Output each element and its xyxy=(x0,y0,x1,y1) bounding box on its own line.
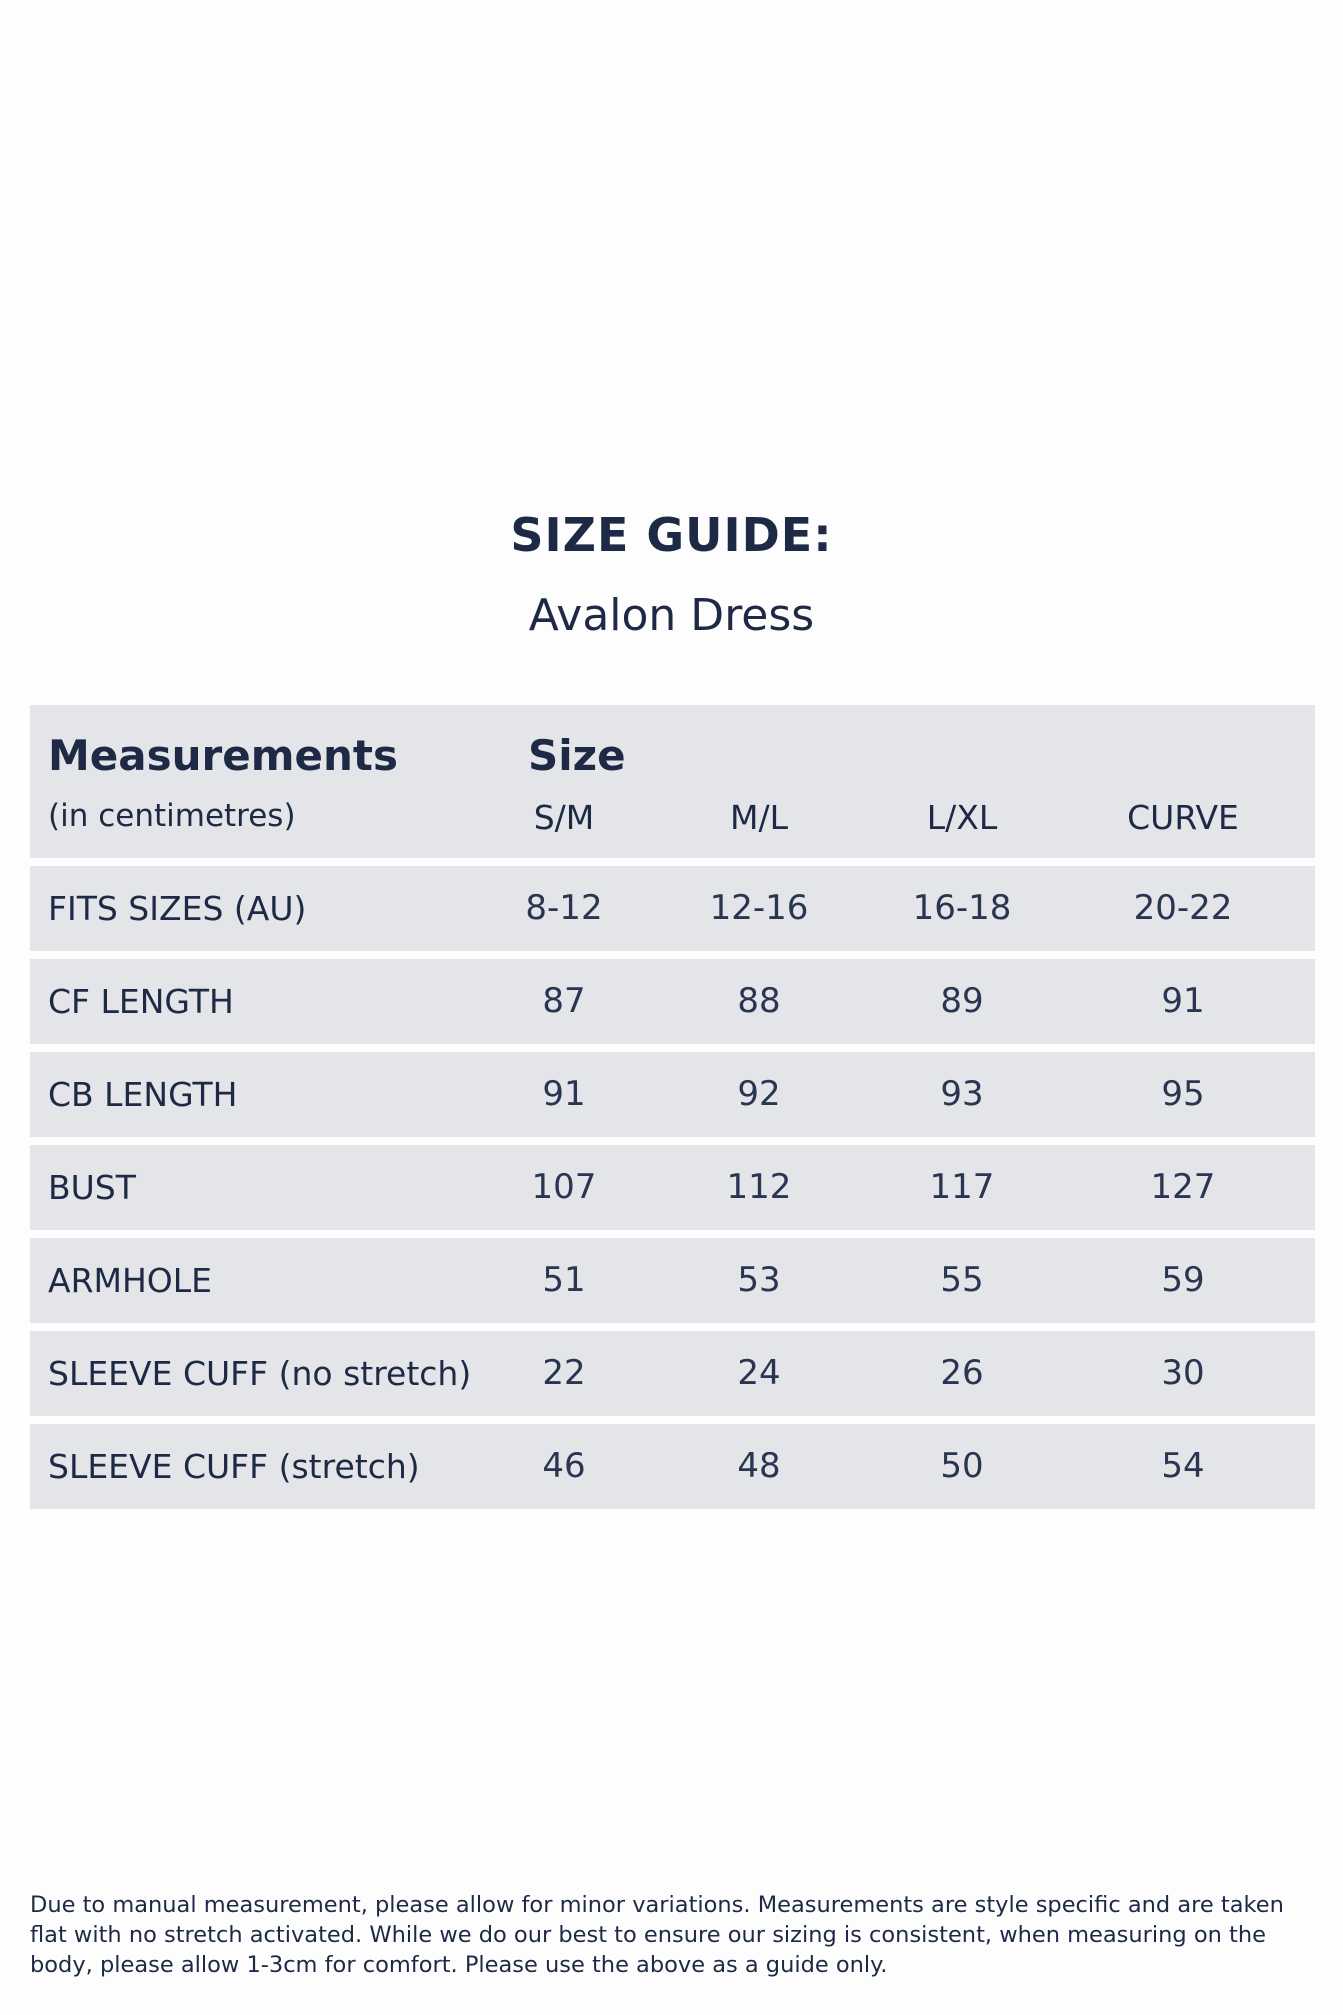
table-cell: 12-16 xyxy=(709,888,809,928)
table-row-fits-sizes xyxy=(30,866,1315,951)
table-row-sleeve-cuff-no-stretch xyxy=(30,1331,1315,1416)
table-row-cb-length xyxy=(30,1052,1315,1137)
row-label: SLEEVE CUFF (stretch) xyxy=(48,1447,420,1486)
table-cell: 91 xyxy=(1161,981,1205,1021)
table-cell: 91 xyxy=(542,1074,586,1114)
row-label: FITS SIZES (AU) xyxy=(48,889,307,928)
table-cell: 51 xyxy=(542,1260,586,1300)
table-cell: 93 xyxy=(940,1074,984,1114)
table-cell: 112 xyxy=(726,1167,792,1207)
row-label: ARMHOLE xyxy=(48,1261,213,1300)
row-label: CF LENGTH xyxy=(48,982,234,1021)
table-row-armhole xyxy=(30,1238,1315,1323)
table-cell: 8-12 xyxy=(525,888,603,928)
table-cell: 88 xyxy=(737,981,781,1021)
table-cell: 22 xyxy=(542,1353,586,1393)
disclaimer-text: Due to manual measurement, please allow for minor variations. Measurements are style specific and are taken flat with no stretch activated. While we do our best to ensure our sizing is consistent, when measuring on the body, please allow 1-3cm for comfort. Please use the above as a guide only. xyxy=(30,1892,1284,1978)
table-cell: 48 xyxy=(737,1446,781,1486)
table-cell: 127 xyxy=(1150,1167,1216,1207)
measurements-header: Measurements xyxy=(48,731,398,780)
table-header xyxy=(30,705,1315,858)
table-cell: 55 xyxy=(940,1260,984,1300)
table-cell: 87 xyxy=(542,981,586,1021)
row-label: BUST xyxy=(48,1168,136,1207)
row-label: SLEEVE CUFF (no stretch) xyxy=(48,1354,472,1393)
table-cell: 30 xyxy=(1161,1353,1205,1393)
row-label: CB LENGTH xyxy=(48,1075,238,1114)
table-cell: 89 xyxy=(940,981,984,1021)
measurements-unit: (in centimetres) xyxy=(48,798,296,834)
table-cell: 24 xyxy=(737,1353,781,1393)
table-cell: 117 xyxy=(929,1167,995,1207)
table-cell: 107 xyxy=(531,1167,597,1207)
table-row-bust xyxy=(30,1145,1315,1230)
table-cell: 46 xyxy=(542,1446,586,1486)
table-cell: 54 xyxy=(1161,1446,1205,1486)
table-row-sleeve-cuff-stretch xyxy=(30,1424,1315,1509)
column-header-lxl: L/XL xyxy=(926,798,998,837)
product-name: Avalon Dress xyxy=(528,590,815,641)
table-cell: 92 xyxy=(737,1074,781,1114)
table-cell: 16-18 xyxy=(912,888,1012,928)
table-cell: 53 xyxy=(737,1260,781,1300)
table-cell: 95 xyxy=(1161,1074,1205,1114)
table-cell: 20-22 xyxy=(1133,888,1233,928)
column-header-curve: CURVE xyxy=(1127,798,1239,837)
size-table xyxy=(30,705,1315,1517)
page-title: SIZE GUIDE: xyxy=(510,508,833,562)
table-cell: 59 xyxy=(1161,1260,1205,1300)
table-row-cf-length xyxy=(30,959,1315,1044)
column-header-sm: S/M xyxy=(533,798,595,837)
table-cell: 50 xyxy=(940,1446,984,1486)
size-header: Size xyxy=(528,731,626,780)
table-cell: 26 xyxy=(940,1353,984,1393)
column-header-ml: M/L xyxy=(730,798,788,837)
